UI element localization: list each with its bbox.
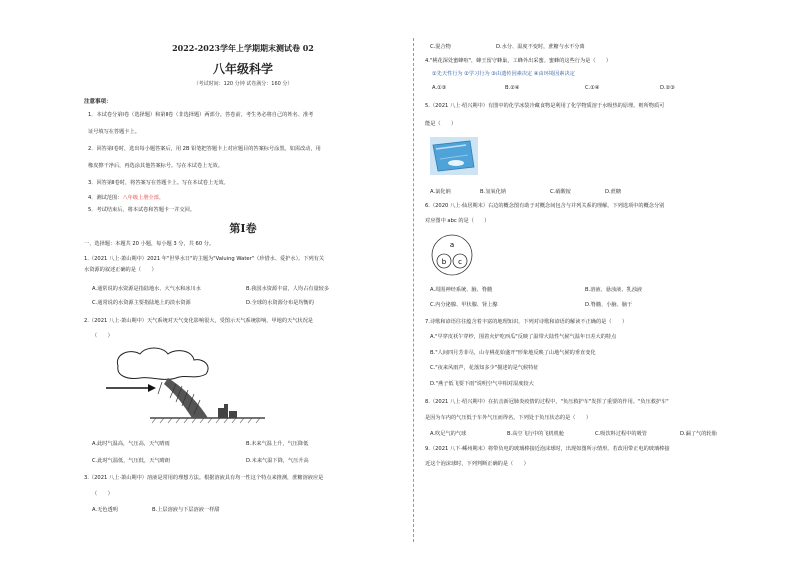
q1-option-b: B.我国水资源丰富，人均占有量较多 [246, 286, 330, 292]
q5-option-c: C.硝酸铵 [550, 189, 571, 195]
q5-option-d: D.蔗糖 [605, 189, 622, 195]
q2-stem-2: （ ） [92, 333, 113, 339]
q4-option-c: C.①④ [585, 85, 600, 91]
q8-option-d: D.漏了气的轮胎 [680, 431, 717, 437]
q4-option-d: D.②③ [660, 85, 675, 91]
q6-option-d: D.脊髓、小脑、脑干 [585, 302, 633, 308]
q9-stem-2: 近这个泡沫球时，下列判断正确的是（ ） [425, 461, 529, 467]
notice-line-4: 橡皮擦干净后，再选涂其他答案标号。写在本试卷上无效。 [88, 163, 223, 169]
q8-option-b: B.高空飞行中的飞机机舱 [507, 431, 565, 437]
ice-pack-photo [430, 137, 478, 175]
q7-option-d: D."燕子低飞要下雨"说明空气中相对湿度较大 [430, 381, 534, 387]
q1-stem-1: 1.（2021 八上·萧山期中）2021 年"世界水日"的主题为"Valuing Water"（珍惜水、爱护水）。下列有关 [84, 256, 325, 262]
q2-option-a: A.此时气温高，气压高，天气晴雨 [92, 441, 170, 447]
q4-stem: 4."桃花深处蜜蜂喧"，蜂王留守蜂巢，工蜂外出采蜜。蜜蜂的这些行为是（ ） [425, 58, 612, 64]
diagram-label-c: c [458, 258, 462, 266]
q1-option-d: D.全球的水资源分布是均衡的 [246, 300, 314, 306]
weather-front-diagram [100, 344, 280, 426]
notice-line-1: 1．本试卷分第Ⅰ卷（选择题）和第Ⅱ卷（非选择题）两部分。答卷前，考生务必将自己的姓名、准考 [88, 112, 314, 118]
subject-title: 八年级科学 [212, 62, 273, 76]
q9-stem-1: 9.（2021 八下·嵊州期末）将带负电的玻璃棒接近泡沫球时，出现如图所示情形。若改用带正电的玻璃棒接 [425, 446, 670, 452]
diagram-label-b: b [441, 258, 447, 266]
q3-option-b: B.上层溶液与下层溶液一样甜 [152, 507, 220, 513]
q4-option-b: B.②④ [505, 85, 520, 91]
q8-stem-1: 8.（2021 八上·绍兴期中）在抗击新冠肺炎疫情的过程中，"负压救护车"发挥了重要的作用。"负压救护车" [425, 399, 669, 405]
concept-circle-diagram [428, 233, 476, 277]
q2-stem-1: 2.（2021 八上·萧山期中）天气系统对天气变化影响很大，受图示天气系统影响，甲地的天气状况是 [84, 318, 313, 324]
q7-option-c: C."夜来风雨声，花落知多少"描述的是气候特征 [430, 365, 539, 371]
q8-stem-2: 是因为车内的气压低于车外气压而得名。下列处于负压状态的是（ ） [425, 415, 592, 421]
q3-stem-2: （ ） [92, 491, 113, 497]
q2-option-d: D.未来气温下降，气压升高 [246, 458, 309, 464]
exam-title: 2022-2023学年上学期期末测试卷 02 [172, 43, 314, 53]
q3-option-a: A.无色透明 [92, 507, 118, 513]
q3-option-d: D.水分、温度不变时，蔗糖与水不分离 [496, 44, 585, 50]
q2-option-c: C.此时气温低，气压低，天气晴朗 [92, 458, 170, 464]
notice-line-2: 证号填写在答题卡上。 [88, 129, 140, 135]
q6-stem-1: 6.（2020 八上·仙居期末）右边的概念图有助于对概念间包含与并列关系的理解。下列选项中的概念分别 [425, 203, 665, 209]
q6-option-c: C.内分泌腺、甲状腺、肾上腺 [430, 302, 498, 308]
q6-stem-2: 对应图中 abc 的是（ ） [425, 218, 490, 224]
notice-line-3: 2．回答第Ⅰ卷时，选出每小题答案后，用 2B 铅笔把答题卡上对应题目的答案标号涂黑。如需改动，用 [88, 146, 321, 152]
q4-items: ①先天性行为 ②学习行为 ③由遗传因素决定 ④由环境因素决定 [432, 71, 575, 77]
q1-stem-2: 水资源的叙述正确的是（ ） [84, 267, 157, 273]
q4-option-a: A.①③ [432, 85, 447, 91]
q5-stem-2: 能是（ ） [425, 121, 457, 127]
q5-option-a: A.氯化钠 [430, 189, 451, 195]
q6-option-b: B.溶液、悬浊液、乳浊液 [585, 287, 643, 293]
notice-scope-value: 八年级上册全部。 [122, 195, 164, 201]
q5-stem-1: 5.（2021 八上·绍兴期中）有图中的化学冰袋冷藏食物是利用了化学物质溶于水吸热的原理。则所物质可 [425, 103, 665, 109]
section-heading: 一、选择题：本题共 20 小题，每小题 3 分，共 60 分。 [84, 241, 215, 247]
q2-option-b: B.未来气温上升，气压降低 [246, 441, 309, 447]
q7-option-b: B."人间四月芳菲尽，山寺桃花始盛开"形象地反映了山地气候的垂直变化 [430, 350, 596, 356]
q8-option-a: A.吹足气的气球 [430, 431, 467, 437]
q7-option-a: A."早穿皮袄午穿纱，围着火炉吃西瓜"反映了温带大陆性气候气温年日差大的特点 [430, 334, 617, 340]
notice-line-7: 5．考试结束后，将本试卷和答题卡一并交回。 [88, 207, 196, 213]
notice-line-6 [88, 194, 402, 202]
q1-option-c: C.通常说的水资源主要指陆地上的淡水资源 [92, 300, 191, 306]
column-divider [413, 38, 414, 542]
exam-meta: （考试时间：120 分钟 试卷满分：160 分） [193, 81, 293, 87]
q7-stem: 7.诗歌和谚语往往蕴含着丰富的地理知识，下列对诗歌和谚语的解读不正确的是（ ） [425, 319, 628, 325]
q6-option-a: A.周围神经系统、脑、脊髓 [430, 287, 493, 293]
q3-stem-1: 3.（2021 八上·萧山期中）溶液是常用的理想方法。根据溶液具有均一性这个特点来推测，蔗糖溶液应是 [84, 475, 324, 481]
q8-option-c: C.吸饮料过程中的吸管 [595, 431, 647, 437]
diagram-label-a: a [449, 241, 455, 249]
notice-scope-label: 4．测试范围： [88, 195, 123, 201]
q5-option-b: B.氢氧化钠 [480, 189, 506, 195]
notice-line-5: 3．回答第Ⅱ卷时，将答案写在答题卡上。写在本试卷上无效。 [88, 180, 229, 186]
volume-title: 第Ⅰ卷 [229, 222, 257, 235]
q3-option-c: C.混合物 [430, 44, 451, 50]
q1-option-a: A.通常说的水资源是指陆地水、大气水和冰川水 [92, 286, 201, 292]
notice-heading: 注意事项： [84, 99, 112, 105]
